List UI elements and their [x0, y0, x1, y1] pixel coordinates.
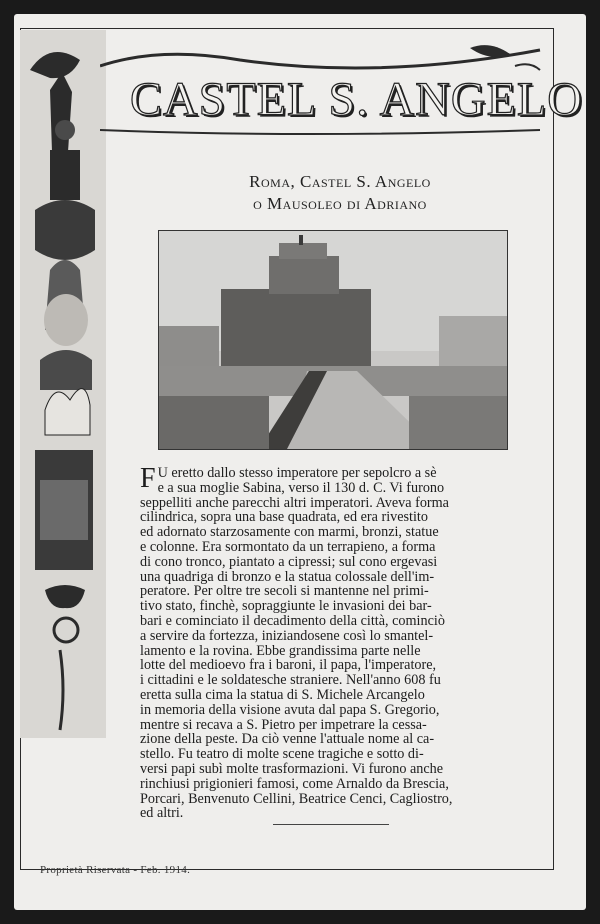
text-line: tivo stato, finchè, sopraggiunte le invasioni dei bar- — [140, 599, 432, 614]
text-line: di cono tronco, piantato a cipressi; sul cono ergevasi — [140, 554, 438, 570]
text-line: mentre si recava a S. Pietro per impetrare la cessa- — [140, 717, 427, 733]
text-line: a servire da fortezza, iniziandosene così lo smantel- — [140, 628, 434, 644]
subtitle-line-2: o Mausoleo di Adriano — [253, 194, 427, 213]
description-text — [140, 463, 530, 822]
text-line: rinchiusi prigionieri famosi, come Arnaldo da Brescia, — [140, 776, 449, 792]
text-line: versi papi subì molte trasformazioni. Vi furono anche — [140, 761, 444, 777]
footer-note: Proprietà Riservata - Feb. 1914. — [40, 864, 191, 876]
text-line: e a sua moglie Sabina, verso il 130 d. C. Vi furono — [157, 480, 445, 496]
text-line: Porcari, Benvenuto Cellini, Beatrice Cenci, Cagliostro, — [140, 791, 453, 807]
text-line: lotte del medioevo fra i baroni, il papa, l'imperatore, — [140, 658, 437, 674]
subtitle-line-1: Roma, Castel S. Angelo — [249, 172, 431, 191]
text-line: eretta sulla cima la statua di S. Michele Arcangelo — [140, 687, 425, 703]
drop-cap: F — [140, 463, 156, 494]
text-line: i cittadini e le soldatesche straniere. Nell'anno 608 fu — [140, 673, 441, 688]
text-line: in memoria della visione avuta dal papa S. Gregorio, — [140, 702, 440, 718]
page-title: CASTEL S. ANGELO — [130, 73, 583, 126]
text-line: peratore. Per oltre tre secoli si mantenne nel primi- — [140, 584, 429, 600]
text-line: e colonne. Era sormontato da un terrapieno, a forma — [140, 539, 436, 555]
text-line: cilindrica, sopra una base quadrata, ed era rivestito — [140, 510, 428, 526]
text-line: una quadriga di bronzo e la statua colossale dell'im- — [140, 569, 435, 585]
text-line: seppelliti anche parecchi altri imperatori. Aveva forma — [140, 495, 449, 511]
ornamental-border-illustration — [20, 30, 106, 738]
text-line: bari e cominciato il decadimento della città, cominciò — [140, 613, 445, 629]
text-line: ed altri. — [140, 806, 184, 822]
closing-rule — [273, 824, 389, 825]
text-line: lamento e la rovina. Ebbe grandissima parte nelle — [140, 643, 421, 659]
text-line: stello. Fu teatro di molte scene tragiche e sotto di- — [140, 747, 424, 762]
text-line: ed adornato starzosamente con marmi, bronzi, statue — [140, 525, 439, 540]
text-line: zione della peste. Da ciò venne l'attuale nome al ca- — [140, 732, 435, 748]
castle-photograph — [158, 230, 508, 450]
text-line: U eretto dallo stesso imperatore per sepolcro a sè — [157, 466, 437, 481]
